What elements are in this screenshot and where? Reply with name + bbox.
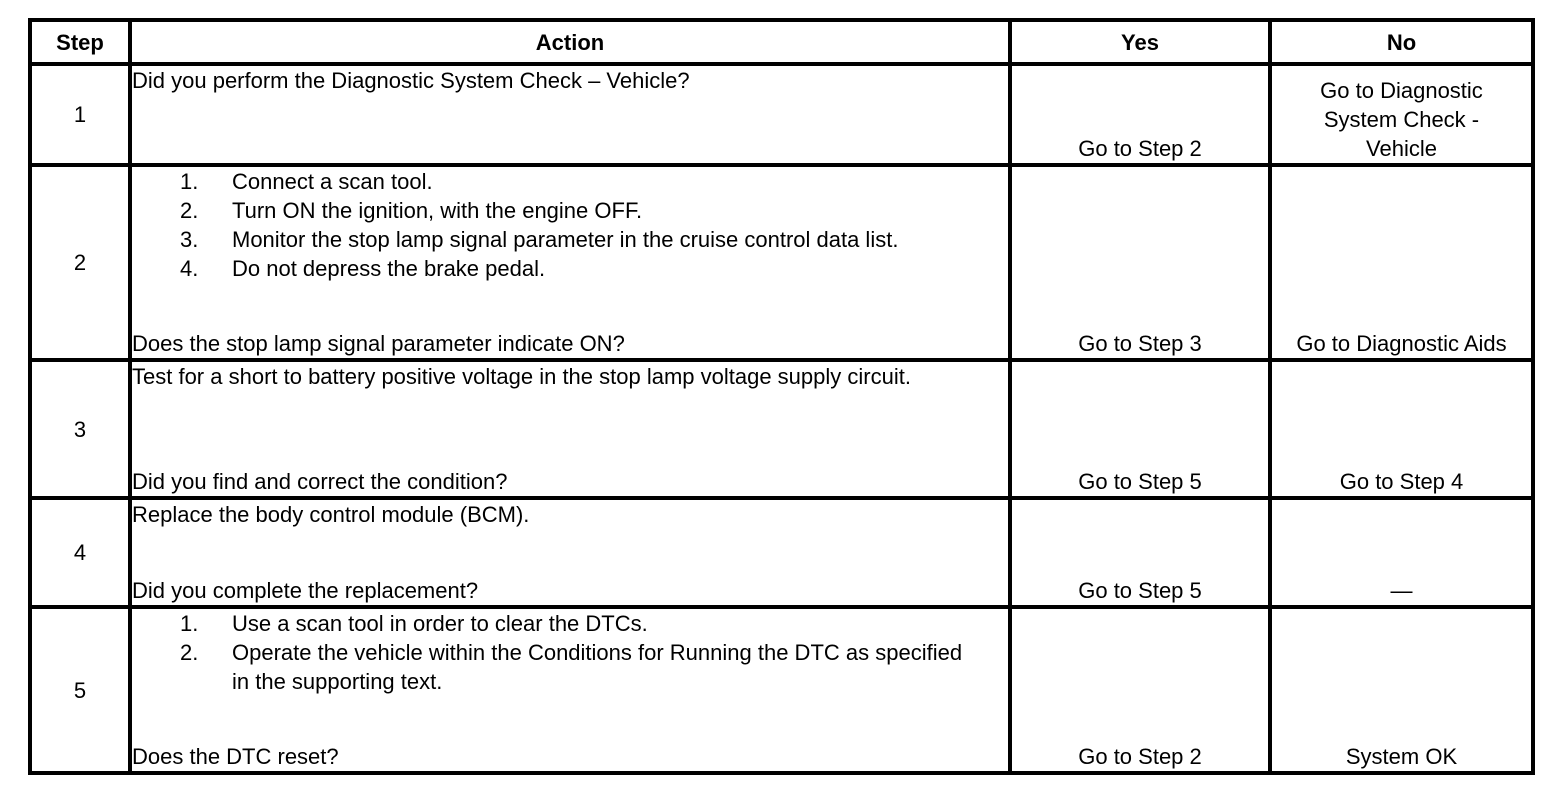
instruction-item xyxy=(180,254,1008,283)
step-number: 5 xyxy=(30,607,130,773)
no-result: Go to Step 4 xyxy=(1270,360,1533,498)
question-text: Did you complete the replacement? xyxy=(132,578,479,603)
action-cell xyxy=(130,360,1010,498)
instruction-item xyxy=(180,609,1008,638)
no-result: — xyxy=(1270,498,1533,607)
instruction-text: Turn ON the ignition, with the engine OFF. xyxy=(232,198,643,223)
instruction-number: 4. xyxy=(180,256,199,281)
action-cell xyxy=(130,498,1010,607)
table-row xyxy=(30,165,1533,360)
header-row xyxy=(30,20,1533,64)
question-text: Does the stop lamp signal parameter indicate ON? xyxy=(132,331,625,356)
table-row xyxy=(30,498,1533,607)
yes-result: Go to Step 5 xyxy=(1010,498,1270,607)
instruction-number: 3. xyxy=(180,227,199,252)
table-row xyxy=(30,360,1533,498)
action-cell xyxy=(130,165,1010,360)
action-text: Did you perform the Diagnostic System Check – Vehicle? xyxy=(132,68,690,93)
yes-result: Go to Step 2 xyxy=(1010,64,1270,165)
instruction-text: Operate the vehicle within the Conditions for Running the DTC as specified in the supporting text. xyxy=(232,640,963,694)
instruction-text: Use a scan tool in order to clear the DTCs. xyxy=(232,611,648,636)
step-number: 3 xyxy=(30,360,130,498)
instruction-list xyxy=(132,609,1008,696)
instruction-item xyxy=(180,196,1008,225)
no-result-text: Go to Diagnostic System Check - Vehicle xyxy=(1320,78,1483,161)
step-number: 1 xyxy=(30,64,130,165)
instruction-text: Monitor the stop lamp signal parameter in the cruise control data list. xyxy=(232,227,899,252)
question-text: Did you find and correct the condition? xyxy=(132,469,508,494)
header-step: Step xyxy=(30,20,130,64)
action-text: Replace the body control module (BCM). xyxy=(132,502,530,527)
no-result xyxy=(1270,64,1533,165)
header-action: Action xyxy=(130,20,1010,64)
step-number: 2 xyxy=(30,165,130,360)
action-cell xyxy=(130,64,1010,165)
instruction-number: 2. xyxy=(180,640,199,665)
instruction-item xyxy=(180,638,1008,696)
yes-result: Go to Step 5 xyxy=(1010,360,1270,498)
action-text: Test for a short to battery positive voltage in the stop lamp voltage supply circuit. xyxy=(132,364,911,389)
diagnostic-table xyxy=(28,18,1535,775)
instruction-number: 1. xyxy=(180,611,199,636)
header-no: No xyxy=(1270,20,1533,64)
table-row xyxy=(30,64,1533,165)
yes-result: Go to Step 2 xyxy=(1010,607,1270,773)
instruction-text: Do not depress the brake pedal. xyxy=(232,256,546,281)
instruction-number: 1. xyxy=(180,169,199,194)
yes-result: Go to Step 3 xyxy=(1010,165,1270,360)
instruction-item xyxy=(180,225,1008,254)
instruction-text: Connect a scan tool. xyxy=(232,169,433,194)
step-number: 4 xyxy=(30,498,130,607)
no-result: Go to Diagnostic Aids xyxy=(1270,165,1533,360)
table-row xyxy=(30,607,1533,773)
instruction-number: 2. xyxy=(180,198,199,223)
instruction-item xyxy=(180,167,1008,196)
instruction-list xyxy=(132,167,1008,283)
question-text: Does the DTC reset? xyxy=(132,744,339,769)
header-yes: Yes xyxy=(1010,20,1270,64)
no-result: System OK xyxy=(1270,607,1533,773)
action-cell xyxy=(130,607,1010,773)
